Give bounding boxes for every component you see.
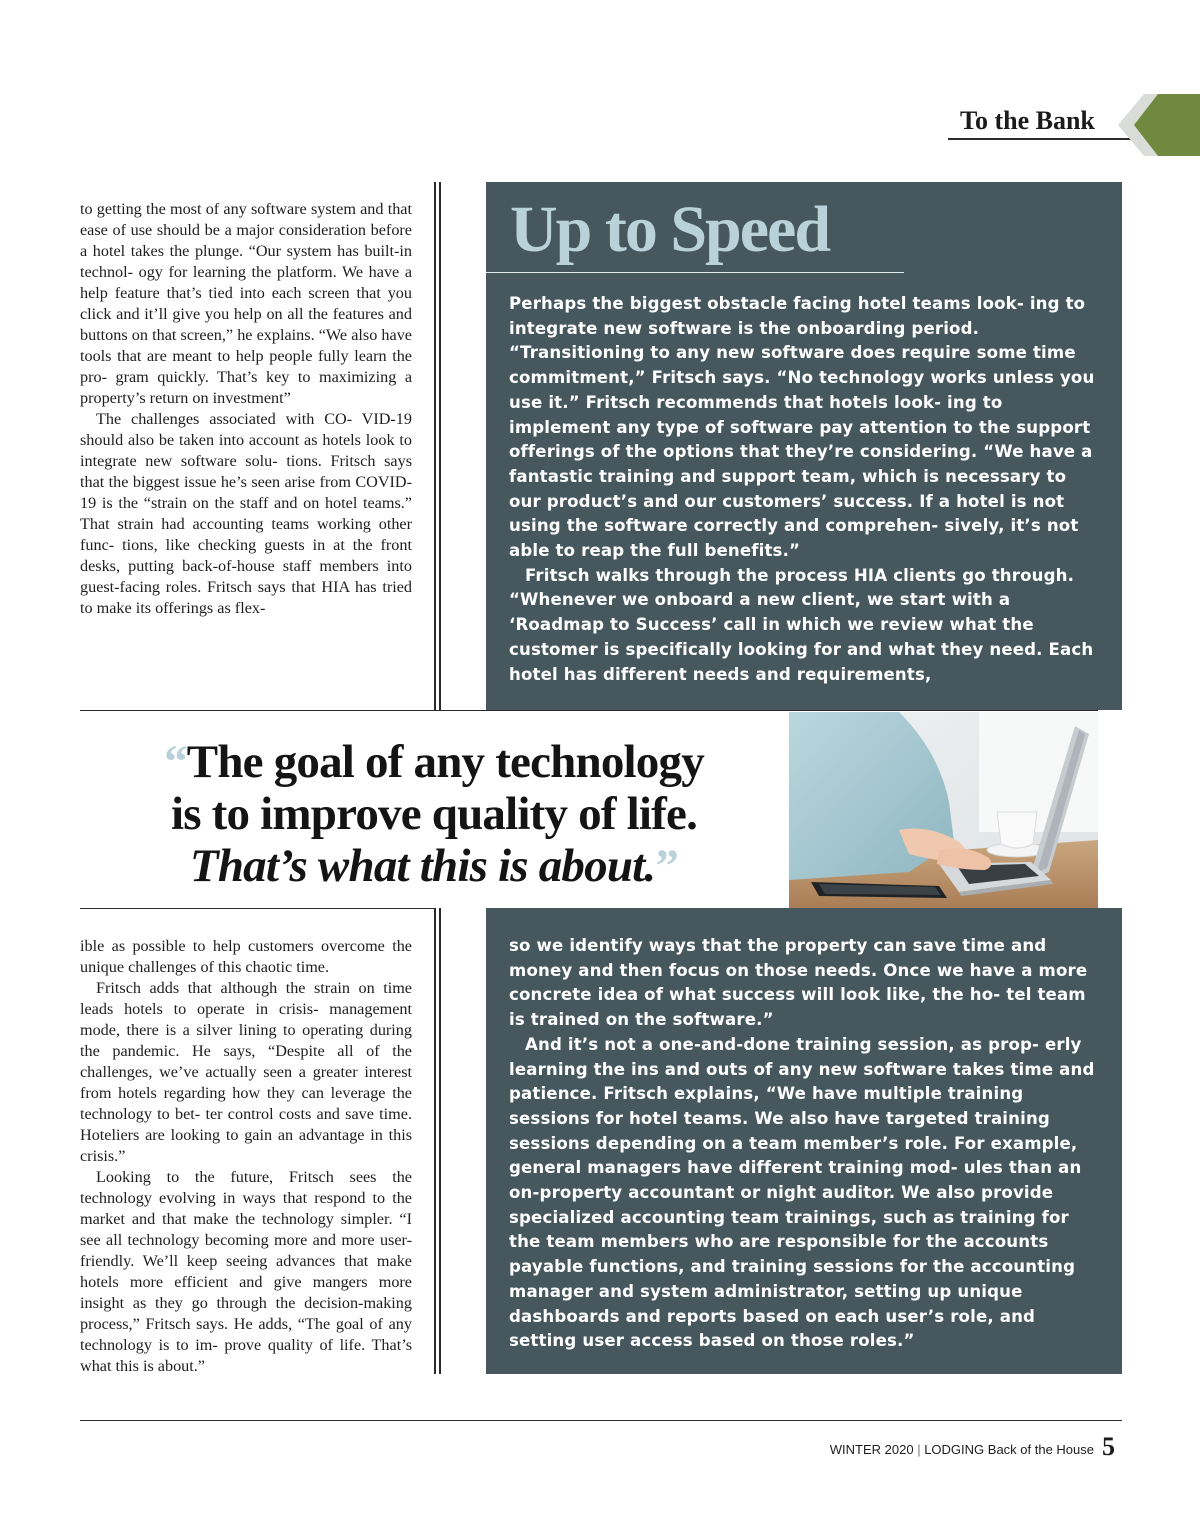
pull-quote-line	[84, 840, 784, 892]
sidebar-text-bottom	[509, 934, 1101, 1354]
sidebar-text-top	[509, 292, 1101, 687]
pull-quote	[84, 736, 784, 892]
open-quote-mark: “	[164, 736, 187, 788]
footer-publication: LODGING Back of the House	[924, 1442, 1094, 1457]
section-title: To the Bank	[960, 106, 1095, 135]
footer-issue: WINTER 2020	[829, 1442, 914, 1457]
column-divider	[434, 908, 436, 1374]
sidebar-paragraph: Fritsch walks through the process HIA clients go through. “Whenever we onboard a new client, we start with a ‘Roadmap to Success’ call in which we review what the customer is specifically looking for and what they need. Each hotel has different needs and requirements,	[509, 565, 1094, 684]
section-rule	[948, 138, 1144, 140]
footer-rule	[80, 1420, 1122, 1421]
sidebar-paragraph: And it’s not a one-and-done training session, as prop- erly learning the ins and outs of any new software takes time and patience. Fritsch explains, “We have multiple training sessions for hotel teams. We also have targeted training sessions depending on a team member’s role. For example, general managers have different training mod- ules than an on-property accountant or night auditor. We also provide specialized accounting team trainings, such as training for the team members who are responsible for the accounts payable functions, and training sessions for the accounting manager and system administrator, setting up unique dashboards and reports based on each user’s role, and setting user access based on those roles.”	[509, 1034, 1095, 1351]
article-paragraph: Fritsch adds that although the strain on time leads hotels to operate in crisis- management mode, there is a silver lining to operating during the pandemic. He says, “Despite all of the challenges, we’ve actually seen a greater interest from hotels regarding how they can leverage the technology to bet- ter control costs and save time. Hoteliers are looking to gain an advantage in this crisis.”	[80, 979, 412, 1165]
section-tab-chevron-icon	[1118, 94, 1200, 156]
column-divider	[439, 908, 441, 1374]
quote-rule-top	[80, 710, 1098, 711]
pull-quote-line	[84, 736, 784, 788]
pull-quote-line-2: is to improve quality of life.	[170, 788, 698, 840]
article-paragraph: to getting the most of any software system and that ease of use should be a major consideration before a hotel takes the plunge. “Our system has built-in technol- ogy for learning the platform. We have a help feature that’s tied into each screen that you click and it’ll give you help on all the features and buttons on that screen,” he explains. “We also have tools that are meant to help people fully learn the pro- gram quickly. That’s key to maximizing a property’s return on investment”	[80, 200, 412, 407]
laptop-typing-photo	[789, 712, 1098, 909]
column-divider	[434, 182, 436, 710]
column-divider	[439, 182, 441, 710]
footer-separator: |	[917, 1442, 921, 1457]
sidebar-paragraph: Perhaps the biggest obstacle facing hotel teams look- ing to integrate new software is the onboarding period. “Transitioning to any new software does require some time commitment,” Fritsch says. “No technology works unless you use it.” Fritsch recommends that hotels look- ing to implement any type of software pay attention to the support offerings of the options that they’re considering. “We have a fantastic training and support team, which is necessary to our product’s and our customers’ success. If a hotel is not using the software correctly and comprehen- sively, it’s not able to reap the full benefits.”	[509, 294, 1095, 561]
sidebar-title-rule	[486, 272, 904, 273]
article-paragraph: ible as possible to help customers overcome the unique challenges of this chaotic time.	[80, 937, 412, 976]
article-paragraph: Looking to the future, Fritsch sees the technology evolving in ways that respond to the market and that make the technology simpler. “I see all technology becoming more and more user-friendly. We’ll keep seeing advances that make hotels more efficient and give mangers more insight as they go through the decision-making process,” Fritsch says. He adds, “The goal of any technology is to im- prove quality of life. That’s what this is about.”	[80, 1168, 412, 1375]
page-number: 5	[1102, 1432, 1115, 1461]
sidebar-paragraph: so we identify ways that the property can save time and money and then focus on those needs. Once we have a more concrete idea of what success will look like, the ho- tel team is trained on the software.”	[509, 936, 1088, 1030]
footer-text	[830, 1442, 1094, 1457]
quote-rule-bottom	[80, 908, 434, 909]
article-column-bottom	[80, 936, 412, 1377]
pull-quote-line-1: The goal of any technology	[186, 736, 704, 788]
close-quote-mark: ”	[655, 840, 679, 892]
pull-quote-line-3: That’s what this is about.	[189, 840, 656, 892]
article-paragraph: The challenges associated with CO- VID-19 should also be taken into account as hotels look to integrate new software solu- tions. Fritsch says that the biggest issue he’s seen arise from COVID-19 is the “strain on the staff and on hotel teams.” That strain had accounting teams working other func- tions, like checking guests in at the front desks, putting back-of-house staff members into guest-facing roles. Fritsch says that HIA has tried to make its offerings as flex-	[80, 410, 412, 617]
article-column-top	[80, 199, 412, 619]
sidebar-title: Up to Speed	[510, 193, 830, 266]
